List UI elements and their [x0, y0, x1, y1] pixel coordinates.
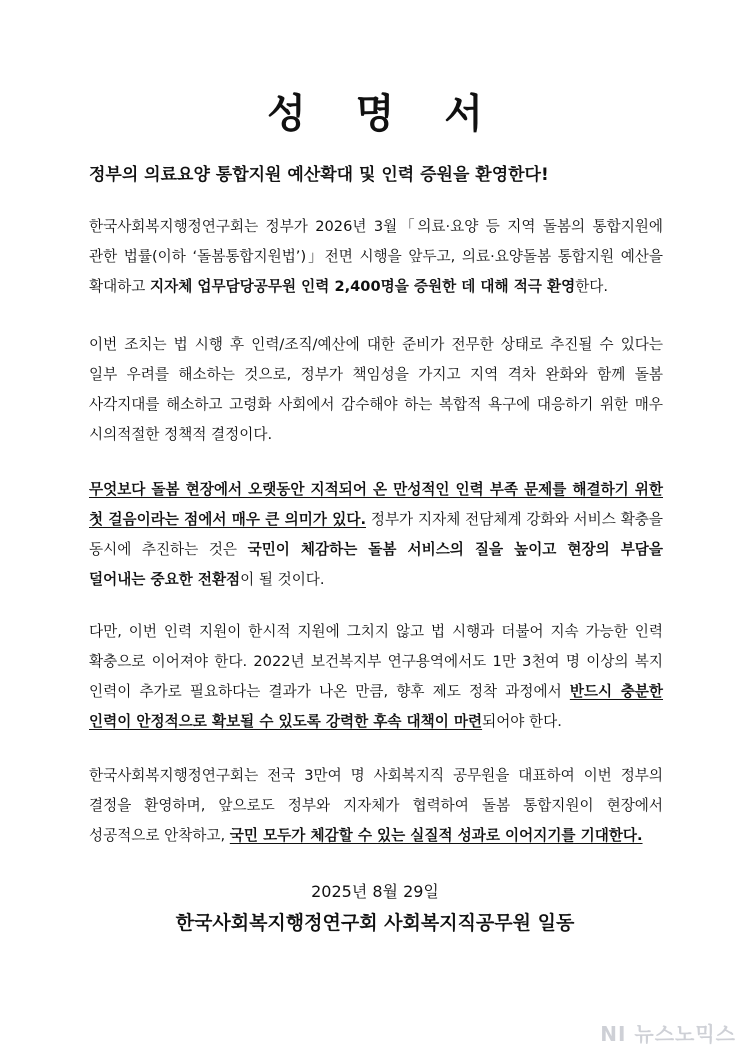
paragraph-5-text: 한국사회복지행정연구회는 전국 3만여 명 사회복지직 공무원을 대표하여 이번 정부의 결정을 환영하며, 앞으로도 정부와 지자체가 협력하여 돌봄 통합지원이 현장에서 성공적으로 안착하고, [89, 767, 663, 844]
newsnomics-watermark: NI 뉴스노믹스 [600, 1022, 736, 1046]
paragraph-4-text: 다만, 이번 인력 지원이 한시적 지원에 그치지 않고 법 시행과 더불어 지속 가능한 인력 확충으로 이어져야 한다. 2022년 보건복지부 연구용역에서도 1만 3천여 명 이상의 복지 인력이 추가로 필요하다는 결과가 나온 만큼, 향후 제도 정착 과정에서 [89, 623, 663, 700]
paragraph-3-underlined: 무엇보다 돌봄 현장에서 오랫동안 지적되어 온 만성적인 인력 부족 문제를 해결하기 위한 첫 걸음이라는 점에서 매우 큰 의미가 있다. [89, 481, 663, 528]
paragraph-1-text: 한국사회복지행정연구회는 정부가 2026년 3월「의료·요양 등 지역 돌봄의 통합지원에 관한 법률(이하 ‘돌봄통합지원법’)」전면 시행을 앞두고, 의료·요양돌봄 통합지원 예산을 확대하고 [89, 218, 663, 295]
document-title: 성 명 서 [267, 91, 501, 137]
document-date: 2025년 8월 29일 [311, 882, 439, 901]
document-signature: 한국사회복지행정연구회 사회복지직공무원 일동 [175, 912, 575, 934]
paragraph-2: 이번 조치는 법 시행 후 인력/조직/예산에 대한 준비가 전무한 상태로 추진될 수 있다는 일부 우려를 해소하는 것으로, 정부가 책임성을 가지고 지역 격차 완화와 함께 돌봄 사각지대를 해소하고 고령화 사회에서 감수해야 하는 복합적 욕구에 대응하기 위한 매우 시의적절한 정책적 결정이다. [89, 336, 663, 443]
paragraph-3-emphasis: 국민이 체감하는 돌봄 서비스의 질을 높이고 현장의 부담을 덜어내는 중요한 전환점 [89, 541, 663, 588]
paragraph-4-end: 되어야 한다. [482, 713, 562, 730]
paragraph-4-underlined: 반드시 충분한 인력이 안정적으로 확보될 수 있도록 강력한 후속 대책이 마련 [89, 683, 664, 730]
paragraph-5-underlined: 국민 모두가 체감할 수 있는 실질적 성과로 이어지기를 기대한다. [229, 827, 643, 844]
paragraph-5 [89, 761, 663, 851]
document-subtitle: 정부의 의료요양 통합지원 예산확대 및 인력 증원을 환영한다! [89, 165, 549, 185]
paragraph-3 [89, 475, 663, 595]
paragraph-3-end: 이 될 것이다. [240, 571, 325, 588]
paragraph-4 [89, 617, 663, 737]
paragraph-3-text: 정부가 지자체 전담체계 강화와 서비스 확충을 동시에 추진하는 것은 [89, 511, 663, 558]
paragraph-1 [89, 212, 663, 302]
paragraph-1-emphasis: 지자체 업무담당공무원 인력 2,400명을 증원한 데 대해 적극 환영 [150, 278, 576, 295]
paragraph-1-end: 한다. [575, 278, 609, 295]
